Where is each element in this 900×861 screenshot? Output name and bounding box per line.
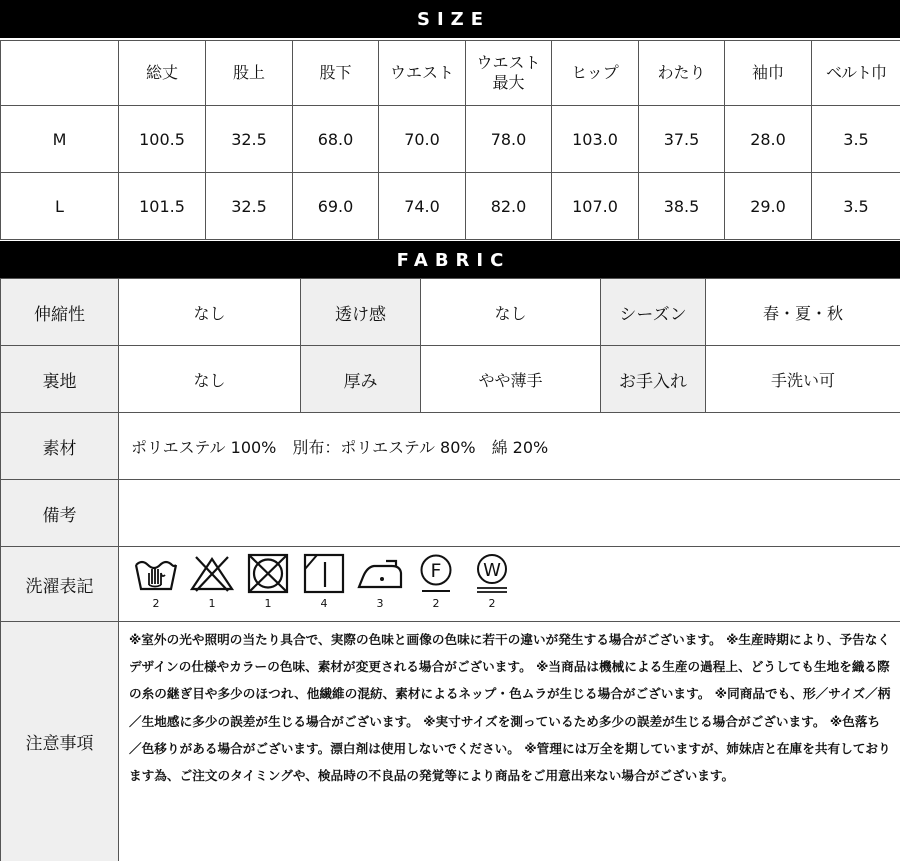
care-symbol bbox=[299, 551, 349, 610]
size-cell: 29.0 bbox=[725, 173, 812, 240]
size-header-cell: 総丈 bbox=[119, 41, 206, 106]
drip-dry-shade-icon bbox=[300, 551, 348, 595]
care-symbol-number: 2 bbox=[152, 597, 160, 610]
no-tumble-dry-icon bbox=[244, 551, 292, 595]
care-symbol-number: 1 bbox=[208, 597, 216, 610]
care-symbol bbox=[467, 551, 517, 610]
fabric-table bbox=[0, 278, 900, 861]
hand-wash-icon bbox=[132, 551, 180, 595]
wet-clean-w-icon bbox=[468, 551, 516, 595]
size-cell: 38.5 bbox=[639, 173, 725, 240]
remarks-value bbox=[119, 480, 900, 547]
size-header-cell: 股下 bbox=[293, 41, 379, 106]
size-cell: 70.0 bbox=[379, 106, 466, 173]
size-row-m bbox=[1, 106, 900, 173]
sheer-label: 透け感 bbox=[301, 279, 421, 346]
size-header-row bbox=[1, 41, 900, 106]
size-row-label: M bbox=[1, 106, 119, 173]
wet-clean-letter: W bbox=[483, 560, 501, 581]
fabric-title: FABRIC bbox=[396, 249, 511, 271]
stretch-label: 伸縮性 bbox=[1, 279, 119, 346]
care-symbol-number: 4 bbox=[320, 597, 328, 610]
size-header-cell: ベルト巾 bbox=[812, 41, 900, 106]
material-value: ポリエステル 100% 別布：ポリエステル 80% 綿 20% bbox=[119, 413, 900, 480]
care-symbol-number: 2 bbox=[432, 597, 440, 610]
care-symbol bbox=[243, 551, 293, 610]
remarks-label: 備考 bbox=[1, 480, 119, 547]
size-table bbox=[0, 40, 900, 240]
size-cell: 74.0 bbox=[379, 173, 466, 240]
size-header-cell: ウエスト bbox=[379, 41, 466, 106]
size-cell: 69.0 bbox=[293, 173, 379, 240]
size-header-cell: ヒップ bbox=[552, 41, 639, 106]
notes-text: ※室外の光や照明の当たり具合で、実際の色味と画像の色味に若干の違いが発生する場合がございます。 ※生産時期により、予告なくデザインの仕様やカラーの色味、素材が変更される場合がございます。 ※当商品は機械による生産の過程上、どうしても生地を織る際の糸の継ぎ目や多少のほつれ、他繊維の混紡、素材によるネップ・色ムラが生じる場合がございます。 ※同商品でも、形／サイズ／柄／生地感に多少の誤差が生じる場合がございます。 ※実寸サイズを測っているため多少の誤差が生じる場合がございます。 ※色落ち／色移りがある場合がございます。漂白剤は使用しないでください。 ※管理には万全を期していますが、姉妹店と在庫を共有しております為、ご注文のタイミングや、検品時の不良品の発覚等により商品をご用意出来ない場合がございます。 bbox=[119, 622, 900, 861]
size-title: SIZE bbox=[416, 8, 490, 30]
fabric-header-band bbox=[0, 241, 900, 279]
size-header-cell: ウエスト 最大 bbox=[466, 41, 552, 106]
season-value: 春・夏・秋 bbox=[706, 279, 900, 346]
notes-row bbox=[1, 622, 900, 861]
care-symbol bbox=[411, 551, 461, 610]
care-symbols-cell bbox=[119, 547, 900, 622]
lining-value: なし bbox=[119, 346, 301, 413]
sheer-value: なし bbox=[421, 279, 601, 346]
size-cell: 28.0 bbox=[725, 106, 812, 173]
thickness-label: 厚み bbox=[301, 346, 421, 413]
size-cell: 100.5 bbox=[119, 106, 206, 173]
remarks-row bbox=[1, 480, 900, 547]
dry-clean-letter: F bbox=[430, 560, 442, 582]
size-cell: 37.5 bbox=[639, 106, 725, 173]
size-row-l bbox=[1, 173, 900, 240]
size-cell: 101.5 bbox=[119, 173, 206, 240]
material-row bbox=[1, 413, 900, 480]
size-header-cell: 袖巾 bbox=[725, 41, 812, 106]
care-symbol-number: 1 bbox=[264, 597, 272, 610]
thickness-value: やや薄手 bbox=[421, 346, 601, 413]
no-bleach-icon bbox=[188, 551, 236, 595]
lining-label: 裏地 bbox=[1, 346, 119, 413]
notes-label: 注意事項 bbox=[1, 622, 119, 861]
fabric-row-2 bbox=[1, 346, 900, 413]
size-header-band bbox=[0, 0, 900, 38]
care-symbol-number: 2 bbox=[488, 597, 496, 610]
stretch-value: なし bbox=[119, 279, 301, 346]
size-header-corner bbox=[1, 41, 119, 106]
care-symbols-list bbox=[119, 547, 900, 621]
size-cell: 78.0 bbox=[466, 106, 552, 173]
material-label: 素材 bbox=[1, 413, 119, 480]
size-cell: 68.0 bbox=[293, 106, 379, 173]
size-header-cell: わたり bbox=[639, 41, 725, 106]
fabric-row-1 bbox=[1, 279, 900, 346]
size-cell: 82.0 bbox=[466, 173, 552, 240]
size-cell: 3.5 bbox=[812, 173, 900, 240]
size-cell: 103.0 bbox=[552, 106, 639, 173]
dry-clean-f-icon bbox=[412, 551, 460, 595]
season-label: シーズン bbox=[601, 279, 706, 346]
care-symbols-row bbox=[1, 547, 900, 622]
size-cell: 107.0 bbox=[552, 173, 639, 240]
care-label: お手入れ bbox=[601, 346, 706, 413]
care-symbol bbox=[355, 551, 405, 610]
size-header-cell: 股上 bbox=[206, 41, 293, 106]
size-cell: 3.5 bbox=[812, 106, 900, 173]
care-symbol bbox=[187, 551, 237, 610]
care-symbol-number: 3 bbox=[376, 597, 384, 610]
size-row-label: L bbox=[1, 173, 119, 240]
care-symbol bbox=[131, 551, 181, 610]
care-value: 手洗い可 bbox=[706, 346, 900, 413]
size-cell: 32.5 bbox=[206, 106, 293, 173]
iron-low-icon bbox=[356, 551, 404, 595]
size-cell: 32.5 bbox=[206, 173, 293, 240]
care-symbols-label: 洗濯表記 bbox=[1, 547, 119, 622]
